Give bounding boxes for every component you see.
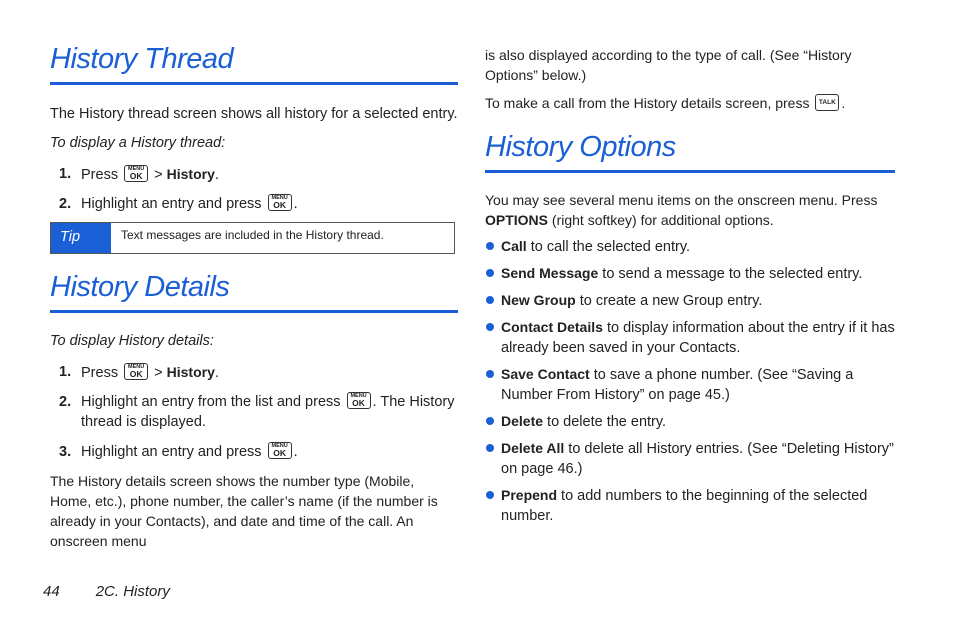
bullet-icon — [486, 370, 494, 378]
list-item: Call to call the selected entry. — [485, 236, 895, 257]
menu-ok-key-icon: MENU OK — [124, 165, 148, 182]
heading-history-details: History Details — [50, 270, 458, 313]
details-subhead: To display History details: — [50, 333, 214, 349]
list-item: 2. Highlight an entry and press MENU OK . — [59, 195, 298, 212]
list-item: 2. Highlight an entry from the list and press MENU OK . The History thread is displayed. — [59, 393, 455, 430]
tip-text: Text messages are included in the History thread. — [121, 228, 384, 242]
options-intro: You may see several menu items on the onscreen menu. Press OPTIONS (right softkey) for additional options. — [485, 192, 878, 228]
menu-ok-key-icon: MENU OK — [268, 194, 292, 211]
bullet-icon — [486, 323, 494, 331]
options-list — [485, 236, 895, 526]
list-item: 1. Press MENU OK > History. — [59, 166, 219, 183]
details-steps — [50, 362, 458, 462]
list-item: Delete to delete the entry. — [485, 411, 895, 432]
list-item: Delete All to delete all History entries. (See “Deleting History” on page 46.) — [485, 438, 895, 479]
menu-ok-key-icon: MENU OK — [347, 392, 371, 409]
bullet-icon — [486, 444, 494, 452]
thread-subhead: To display a History thread: — [50, 135, 226, 151]
menu-ok-key-icon: MENU OK — [124, 363, 148, 380]
list-item: 1. Press MENU OK > History. — [59, 364, 219, 381]
list-item: New Group to create a new Group entry. — [485, 290, 895, 311]
bullet-icon — [486, 242, 494, 250]
continued-paragraph: is also displayed according to the type of call. (See “History Options” below.) — [485, 47, 852, 83]
call-paragraph: To make a call from the History details screen, press TALK . — [485, 95, 846, 111]
list-item: 3. Highlight an entry and press MENU OK . — [59, 443, 298, 460]
bullet-icon — [486, 296, 494, 304]
tip-box — [50, 222, 455, 254]
details-paragraph: The History details screen shows the number type (Mobile, Home, etc.), phone number, the caller’s name (if the number is already in your Contacts), and date and time of the call. An onscreen menu — [50, 473, 438, 549]
list-item: Prepend to add numbers to the beginning of the selected number. — [485, 485, 895, 526]
list-item: Contact Details to display information about the entry if it has already been saved in your Contacts. — [485, 317, 895, 358]
thread-steps — [50, 164, 458, 214]
heading-history-thread: History Thread — [50, 42, 458, 85]
menu-ok-key-icon: MENU OK — [268, 442, 292, 459]
list-item: Send Message to send a message to the selected entry. — [485, 263, 895, 284]
bullet-icon — [486, 269, 494, 277]
page-footer — [43, 582, 170, 602]
talk-key-icon: TALK — [815, 94, 839, 111]
left-column — [50, 0, 458, 551]
thread-intro: The History thread screen shows all history for a selected entry. — [50, 106, 458, 122]
right-column — [485, 0, 895, 532]
list-item: Save Contact to save a phone number. (See “Saving a Number From History” on page 45.) — [485, 364, 895, 405]
page-number: 44 — [43, 583, 60, 600]
bullet-icon — [486, 417, 494, 425]
bullet-icon — [486, 491, 494, 499]
section-name: 2C. History — [95, 583, 170, 600]
heading-history-options: History Options — [485, 130, 895, 173]
tip-label: Tip — [51, 223, 111, 253]
